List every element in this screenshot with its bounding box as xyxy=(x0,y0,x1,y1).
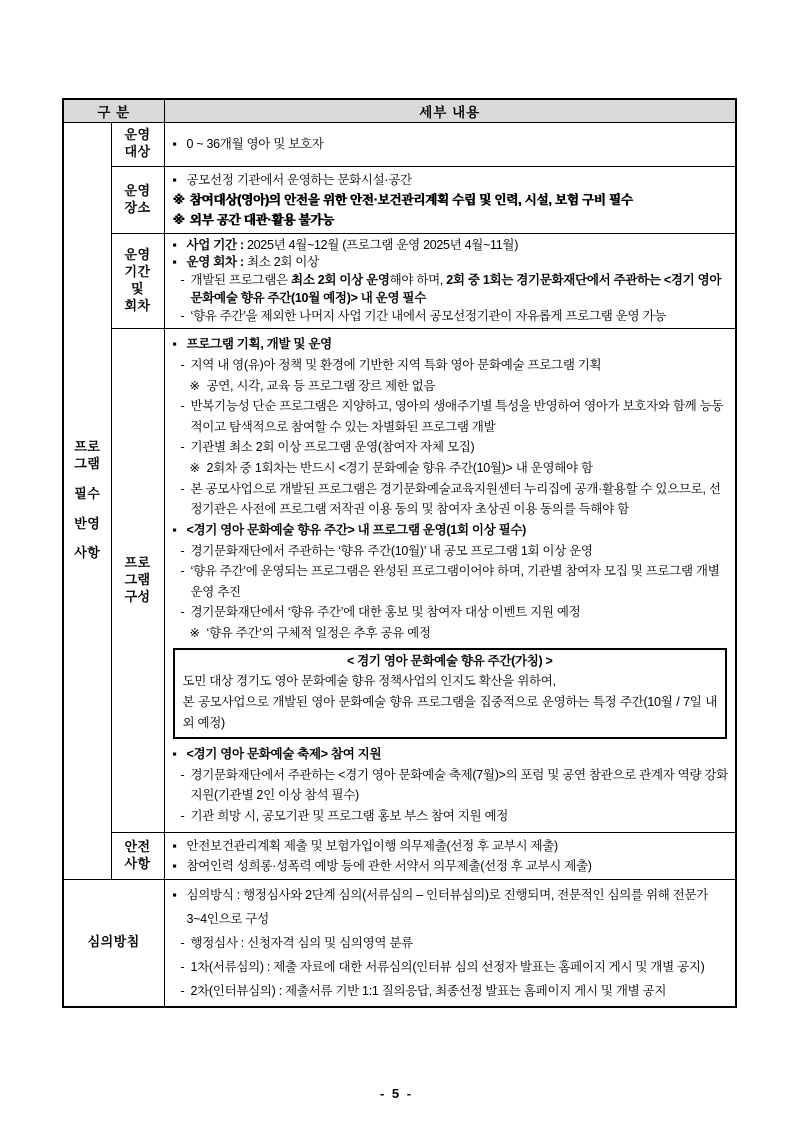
content-line xyxy=(173,744,730,765)
content-text: 외부 공간 대관·활용 불가능 xyxy=(189,212,334,227)
content-line xyxy=(173,237,730,255)
program-details-table xyxy=(62,98,737,1008)
bullet-marker: ▪ xyxy=(172,172,177,187)
row-label-program-composition xyxy=(111,329,164,832)
content-line xyxy=(173,134,730,154)
content-text: 지역 내 영(유)아 정책 및 환경에 기반한 지역 특화 영아 문화예술 프로그램 기획 xyxy=(190,357,602,372)
content-line xyxy=(181,955,730,979)
table-header-row xyxy=(63,99,736,122)
content-line xyxy=(181,272,730,308)
content-text: 공연, 시각, 교육 등 프로그램 장르 제한 없음 xyxy=(206,378,436,393)
bullet-marker: - xyxy=(180,809,185,823)
bullet-marker: ▪ xyxy=(172,858,177,873)
header-cell-detail: 세부 내용 xyxy=(164,99,736,122)
row-label-operating-target xyxy=(111,122,164,166)
bullet-marker: - xyxy=(180,983,185,998)
label-line: 프로 xyxy=(124,555,151,571)
content-text: 공모선정 기관에서 운영하는 문화시설·공간 xyxy=(186,172,412,187)
content-line xyxy=(173,520,730,541)
bullet-marker: ※ xyxy=(172,192,185,207)
content-line xyxy=(181,561,730,602)
content-text: <경기 영아 문화예술 향유 주간> 내 프로그램 운영(1회 이상 필수) xyxy=(186,522,527,537)
header-cell-category: 구 분 xyxy=(63,99,164,122)
content-operating-place xyxy=(164,166,736,233)
label-line: 운영 xyxy=(124,127,151,143)
table-row xyxy=(63,233,736,329)
label-line: 사항 xyxy=(124,855,151,871)
label-line: 장소 xyxy=(124,199,151,215)
table-row xyxy=(63,329,736,832)
bullet-marker: - xyxy=(180,399,185,414)
content-operating-target xyxy=(164,122,736,166)
content-line xyxy=(173,210,730,230)
bullet-marker: ▪ xyxy=(172,255,177,270)
label-line: 필수 xyxy=(74,485,101,501)
label-line: 그램 xyxy=(124,571,151,587)
content-text: 0 ~ 36개월 영아 및 보호자 xyxy=(186,137,324,151)
bullet-marker: ▪ xyxy=(172,337,177,352)
content-text: 경기문화재단에서 주관하는 ‘향유 주간(10월)’ 내 공모 프로그램 1회 이상 운영 xyxy=(190,543,593,558)
content-line xyxy=(190,458,730,479)
row-label-review-policy: 심의방침 xyxy=(63,879,164,1007)
row-label-operating-period xyxy=(111,233,164,329)
highlight-box-text: 본 공모사업으로 개발된 영아 문화예술 향유 프로그램을 집중적으로 운영하는 특정 주간(10월 / 7일 내외 예정) xyxy=(182,694,717,730)
bullet-marker: - xyxy=(180,935,185,950)
table-row xyxy=(63,166,736,233)
content-text: 참여대상(영아)의 안전을 위한 안전·보건관리계획 수립 및 인력, 시설, 보험 구비 필수 xyxy=(189,192,633,207)
bullet-marker: - xyxy=(180,605,185,620)
content-text: 2차(인터뷰심의) : 제출서류 기반 1:1 질의응답, 최종선정 발표는 홈페이지 게시 및 개별 공지 xyxy=(190,983,667,998)
bullet-marker: - xyxy=(180,308,185,323)
content-text: 참여인력 성희롱·성폭력 예방 등에 관한 서약서 의무제출(선정 후 교부시 제출) xyxy=(186,858,592,873)
content-line xyxy=(173,334,730,355)
content-line xyxy=(181,479,730,520)
bullet-marker: ▪ xyxy=(172,137,177,151)
content-line xyxy=(173,883,730,931)
content-text: 경기문화재단에서 ‘향유 주간’에 대한 홍보 및 참여자 대상 이벤트 지원 예정 xyxy=(190,605,581,620)
bullet-marker: - xyxy=(180,543,185,558)
content-text: 본 공모사업으로 개발된 프로그램은 경기문화예술교육지원센터 누리집에 공개·활용할 수 있으므로, 선정기관은 사전에 프로그램 저작권 이용 동의 및 참여자 초상권 이용 동의를 득해야 함 xyxy=(190,481,721,517)
table-row xyxy=(63,879,736,1007)
content-text: 사업 기간 : 2025년 4월~12월 (프로그램 운영 2025년 4월~11월) xyxy=(186,237,519,252)
content-text: 안전보건관리계획 제출 및 보험가입이행 의무제출(선정 후 교부시 제출) xyxy=(186,838,558,853)
bullet-marker: ※ xyxy=(189,461,200,475)
content-operating-period xyxy=(164,233,736,329)
label-line: 그램 xyxy=(74,455,101,471)
bullet-marker: ▪ xyxy=(172,838,177,853)
content-line xyxy=(181,355,730,376)
page-number: - 5 - xyxy=(379,1086,414,1101)
content-line xyxy=(173,170,730,190)
bullet-marker: ▪ xyxy=(172,522,177,537)
table-row xyxy=(63,832,736,879)
content-line xyxy=(181,308,730,326)
row-label-operating-place xyxy=(111,166,164,233)
content-text: ‘향유 주간’에 운영되는 프로그램은 완성된 프로그램이어야 하며, 기관별 참여자 모집 및 프로그램 개별 운영 추진 xyxy=(190,564,720,599)
label-line: 사항 xyxy=(74,545,101,561)
content-line xyxy=(181,602,730,623)
content-line xyxy=(173,836,730,856)
bullet-marker: - xyxy=(180,959,185,974)
content-line xyxy=(173,190,730,210)
content-text: 반복기능성 단순 프로그램은 지양하고, 영아의 생애주기별 특성을 반영하여 영아가 보호자와 함께 능동적이고 탐색적으로 참여할 수 있는 차별화된 프로그램 개발 xyxy=(190,399,724,434)
bullet-marker: - xyxy=(180,440,185,455)
bullet-marker: - xyxy=(180,767,185,782)
group-label-lines xyxy=(65,439,110,562)
content-text: 프로그램 기획, 개발 및 운영 xyxy=(186,337,332,352)
label-line: 및 xyxy=(130,280,145,296)
bullet-marker: ▪ xyxy=(172,887,177,902)
content-text: <경기 영아 문화예술 축제> 참여 지원 xyxy=(186,747,382,762)
label-line: 운영 xyxy=(124,182,151,198)
row-label-safety xyxy=(111,832,164,879)
content-line xyxy=(181,979,730,1003)
content-line xyxy=(190,376,730,397)
bullet-marker: ※ xyxy=(189,378,200,393)
bullet-marker: ※ xyxy=(189,626,200,640)
content-text: 2회차 중 1회차는 반드시 <경기 문화예술 향유 주간(10월)> 내 운영해야 함 xyxy=(206,461,593,475)
bullet-marker: ▪ xyxy=(172,237,177,252)
content-line xyxy=(190,623,730,644)
content-line xyxy=(181,396,730,437)
content-line xyxy=(181,931,730,955)
content-text: 심의방식 : 행정심사와 2단계 심의(서류심의 – 인터뷰심의)로 진행되며, 전문적인 심의를 위해 전문가 3~4인으로 구성 xyxy=(186,887,709,926)
content-safety xyxy=(164,832,736,879)
bullet-marker: - xyxy=(180,481,185,496)
label-line: 회차 xyxy=(124,297,151,313)
bullet-marker: - xyxy=(180,564,185,579)
label-line: 대상 xyxy=(124,144,151,159)
content-text: 경기문화재단에서 주관하는 <경기 영아 문화예술 축제(7월)>의 포럼 및 공연 참관으로 관계자 역량 강화 지원(기관별 2인 이상 참석 필수) xyxy=(190,767,728,803)
content-text: 기관별 최소 2회 이상 프로그램 운영(참여자 자체 모집) xyxy=(190,440,475,455)
bullet-marker: ▪ xyxy=(172,747,177,762)
content-line xyxy=(181,806,730,827)
content-text: 행정심사 : 신청자격 심의 및 심의영역 분류 xyxy=(190,935,413,950)
label-line: 운영 xyxy=(124,247,151,263)
table-row xyxy=(63,122,736,166)
highlight-box xyxy=(173,648,728,740)
group-label-program-required xyxy=(63,122,111,879)
bullet-marker: - xyxy=(180,273,185,287)
bullet-marker: ※ xyxy=(172,212,185,227)
content-line xyxy=(173,254,730,272)
label-line: 반영 xyxy=(74,515,101,531)
label-line: 구성 xyxy=(124,588,151,604)
content-text: ‘향유 주간’의 구체적 일정은 추후 공유 예정 xyxy=(206,626,431,640)
content-line xyxy=(181,437,730,458)
content-text: 1차(서류심의) : 제출 자료에 대한 서류심의(인터뷰 심의 선정자 발표는 홈페이지 게시 및 개별 공지) xyxy=(190,959,705,974)
content-text: 개발된 프로그램은 최소 2회 이상 운영해야 하며, 2회 중 1회는 경기문화재단에서 주관하는 <경기 영아 문화예술 향유 주간(10월 예정)> 내 운영 필수 xyxy=(190,273,722,305)
label-line: 기간 xyxy=(124,263,151,279)
content-text: 기관 희망 시, 공모기관 및 프로그램 홍보 부스 참여 지원 예정 xyxy=(190,809,509,823)
label-line: 안전 xyxy=(124,838,151,854)
content-line xyxy=(173,856,730,876)
highlight-box-title: < 경기 영아 문화예술 향유 주간(가칭) > xyxy=(346,653,553,668)
label-line: 프로 xyxy=(74,438,101,454)
content-review-policy xyxy=(164,879,736,1007)
content-line xyxy=(181,765,730,806)
content-program-composition xyxy=(164,329,736,832)
content-text: 운영 회차 : 최소 2회 이상 xyxy=(186,255,319,270)
content-text: ‘향유 주간’을 제외한 나머지 사업 기간 내에서 공모선정기관이 자유롭게 프로그램 운영 가능 xyxy=(190,308,667,323)
bullet-marker: - xyxy=(180,357,185,372)
content-line xyxy=(181,541,730,562)
highlight-box-text: 도민 대상 경기도 영아 문화예술 향유 정책사업의 인지도 확산을 위하여, xyxy=(182,674,556,689)
